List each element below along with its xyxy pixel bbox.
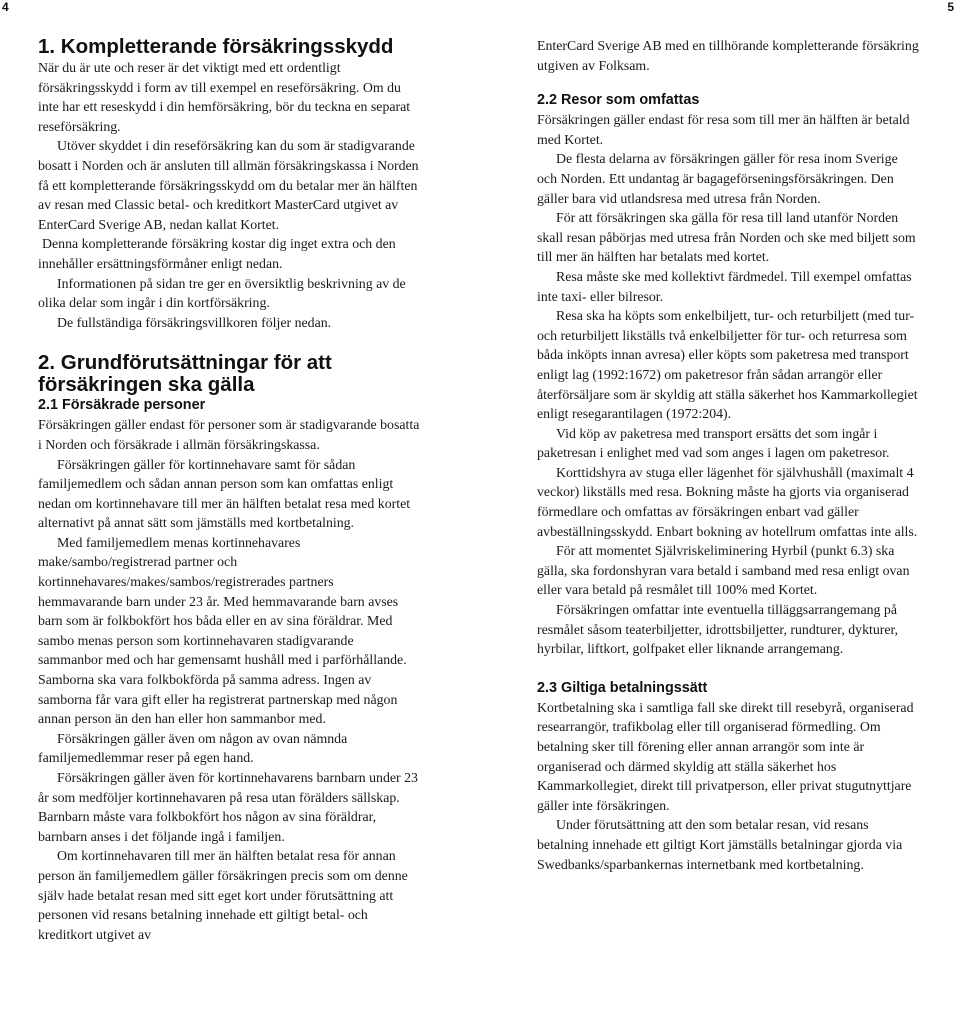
paragraph: Om kortinnehavaren till mer än hälften betalat resa för annan person än familjemedlem gäller försäkringen precis som om denne själv hade betalat resan med sitt eget kort under förutsättning att personen vid resans betalning innehade ett giltigt betal- och kreditkort utgivet av bbox=[38, 848, 408, 942]
paragraph: Utöver skyddet i din reseförsäkring kan du som är stadigvarande bosatt i Norden och är ansluten till allmän försäkringskassa i Norden få ett kompletterande försäkringsskydd om du betalar mer än hälften av resan med Classic betal- och kreditkort MasterCard utgivet av EnterCard Sverige AB, nedan kallat Kortet. bbox=[38, 138, 419, 232]
paragraph: Försäkringen omfattar inte eventuella tilläggsarrangemang på resmålet såsom teaterbiljetter, idrottsbiljetter, rundturer, dykturer, hyrbilar, liftkort, golfpaket eller liknande arrangemang. bbox=[537, 602, 899, 657]
paragraph: När du är ute och reser är det viktigt med ett ordentligt försäkringsskydd i form av till exempel en reseförsäkring. Om du inte har ett reseskydd i din hemförsäkring, bör du teckna en separat reseförsäkring. bbox=[38, 60, 411, 134]
page-number-left: 4 bbox=[2, 0, 9, 14]
paragraph: Försäkringen gäller även för kortinnehavarens barnbarn under 23 år som medföljer kortinnehavaren på resa utan förälders sällskap. Barnbarn måste vara folkbokfört hos någon av sina föräldrar, barnbarn anses i det följande ingå i familjen. bbox=[38, 770, 418, 844]
paragraph: Resa måste ske med kollektivt färdmedel. Till exempel omfattas inte taxi- eller bilresor. bbox=[537, 268, 912, 304]
page-number-right: 5 bbox=[947, 0, 954, 14]
paragraph: Denna kompletterande försäkring kostar dig inget extra och den innehåller ersättningsförmåner enligt nedan. bbox=[38, 236, 396, 271]
paragraph: Under förutsättning att den som betalar resan, vid resans betalning innehade ett giltigt Kort jämställs betalningar gjorda via Swedbanks/sparbankernas internetbank med kortbetalning. bbox=[537, 817, 903, 872]
paragraph: Försäkringen gäller endast för resa som till mer än hälften är betald med Kortet. bbox=[537, 112, 910, 147]
paragraph: Försäkringen gäller för kortinnehavare samt för sådan familjemedlem och sådan annan person som kan omfattas enligt nedan om kortinnehavare till mer än hälften betalat resa med kortet alternativt på annat sätt som jämställs med kortbetalning. bbox=[38, 456, 411, 531]
paragraph: För att momentet Självriskeliminering Hyrbil (punkt 6.3) ska gälla, ska fordonshyran vara betald i samband med resa enligt ovan eller vara betald på resmålet till 100% med Kortet. bbox=[537, 543, 910, 598]
paragraph: Kortbetalning ska i samtliga fall ske direkt till resebyrå, organiserad researrangör, trafikbolag eller till organiserad förmedling. Om betalning sker till förening eller annan arrangör som inte är organiserad och därmed skyldig att ställa säkerhet hos Kammarkollegiet, direkt till privatperson, eller privat stugutnyttjare gäller inte försäkringen. bbox=[537, 699, 914, 813]
paragraph: Korttidshyra av stuga eller lägenhet för självhushåll (maximalt 4 veckor) likställs med resa. Bokning måste ha gjorts via organiserad förmedlare och omfattas av försäkringen enbart vad gäller avbeställningsskydd. Enbart bokning av hotellrum omfattas inte alls. bbox=[537, 464, 918, 539]
left-column bbox=[38, 36, 421, 944]
paragraph: Resa ska ha köpts som enkelbiljett, tur- och returbiljett (med tur- och returbiljett likställs två enkelbiljetter för tur- och returresa som båda inköpts innan avresa) eller köpts som paketresa med transport enligt lag (1992:1672) om paketresor från sådan arrangör eller återförsäljare som är skyldig att ställa säkerhet hos Kammarkollegiet enligt resegarantilagen (1972:204). bbox=[537, 308, 918, 422]
paragraph: Informationen på sidan tre ger en översiktlig beskrivning av de olika delar som ingår i din kortförsäkring. bbox=[38, 275, 406, 311]
paragraph: För att försäkringen ska gälla för resa till land utanför Norden skall resan påbörjas med utresa från Norden och ske med biljett som till mer än hälften har betalats med kortet. bbox=[537, 210, 916, 265]
paragraph: De flesta delarna av försäkringen gäller för resa inom Sverige och Norden. Ett undantag är bagageförseningsförsäkringen. Den gäller bara vid utlandsresa med utresa från Norden. bbox=[537, 151, 898, 206]
right-column bbox=[537, 36, 920, 874]
section-2-2-heading: 2.2 Resor som omfattas bbox=[537, 92, 700, 109]
section-2-heading: 2. Grundförutsättningar för att försäkringen ska gälla bbox=[38, 351, 332, 397]
paragraph: Med familjemedlem menas kortinnehavares make/sambo/registrerad partner och kortinnehavares/makes/sambos/registrerades partners hemmavarande barn under 23 år. Med hemmavarande barn avses barn som är folkbokfört hos båda eller en av sina föräldrar. Med sambo menas person som kortinnehavaren stadigvarande sammanbor med och har gemensamt hushåll med i parförhållande. Samborna ska vara folkbokförda på samma adress. Ingen av samborna får vara gift eller ha registrerat partnerskap med någon annan person än den han eller hon sammanbor med. bbox=[38, 534, 407, 727]
section-2-1-heading: 2.1 Försäkrade personer bbox=[38, 397, 206, 414]
paragraph: Vid köp av paketresa med transport ersätts det som ingår i paketresan i enlighet med vad som anges i lagen om paketresor. bbox=[537, 425, 890, 461]
paragraph-continued: EnterCard Sverige AB med en tillhörande kompletterande försäkring utgiven av Folksam. bbox=[537, 38, 919, 73]
paragraph: Försäkringen gäller även om någon av ovan nämnda familjemedlemmar reser på egen hand. bbox=[38, 730, 348, 766]
paragraph: De fullständiga försäkringsvillkoren följer nedan. bbox=[57, 314, 332, 330]
section-1-heading: 1. Kompletterande försäkringsskydd bbox=[38, 35, 394, 58]
section-2-3-heading: 2.3 Giltiga betalningssätt bbox=[537, 679, 708, 696]
paragraph: Försäkringen gäller endast för personer som är stadigvarande bosatta i Norden och försäkrade i allmän försäkringskassa. bbox=[38, 417, 420, 452]
